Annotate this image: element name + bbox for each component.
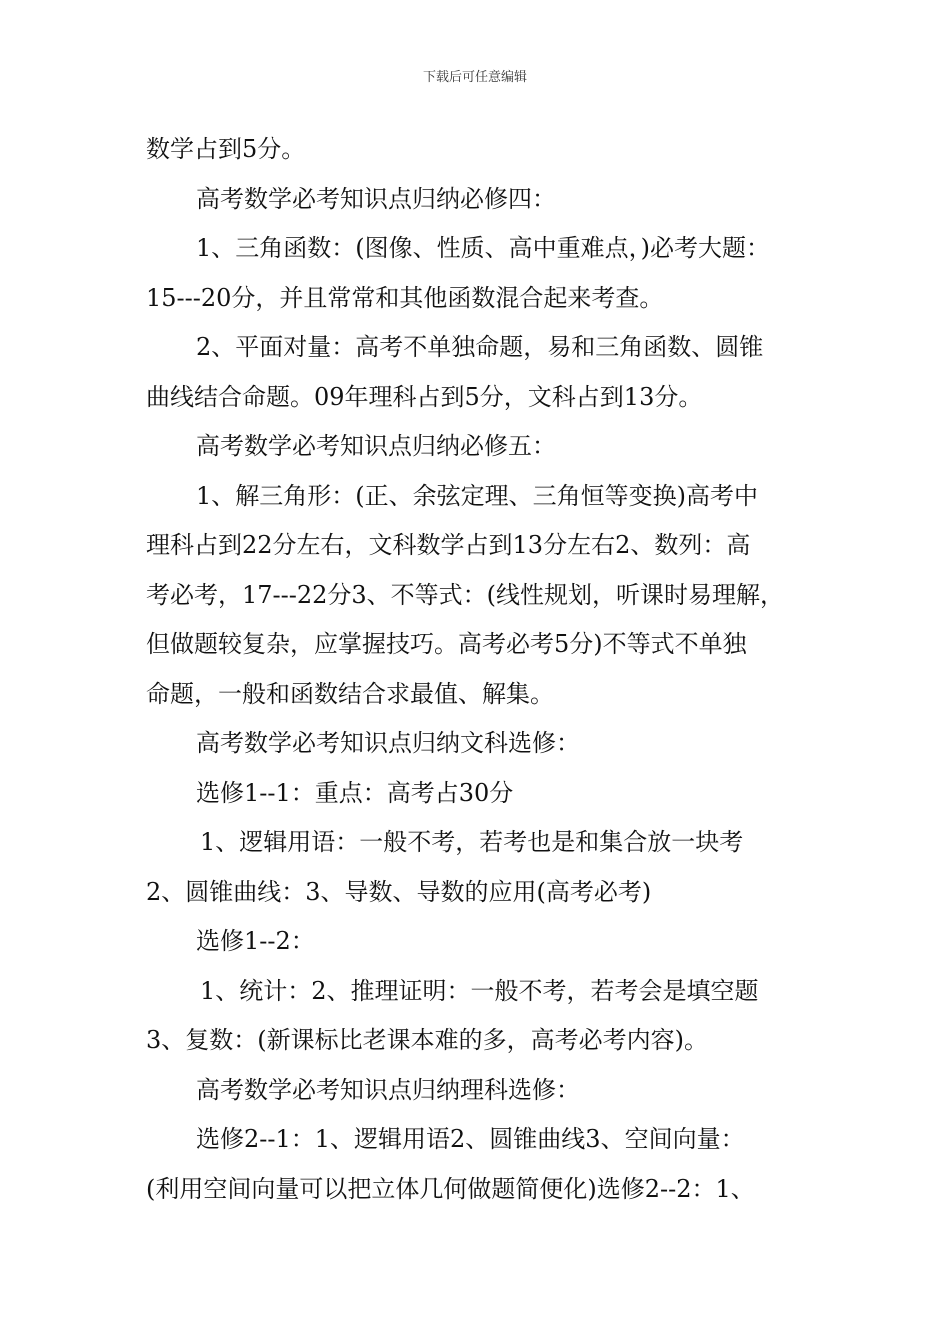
text-line: 考必考，17---22分3、不等式：(线性规划，听课时易理解，: [146, 580, 785, 609]
text-line: 选修1--1：重点：高考占30分: [196, 778, 514, 807]
text-line: 15---20分，并且常常和其他函数混合起来考查。: [146, 283, 664, 312]
text-line: 选修1--2：: [196, 927, 315, 955]
text-line: 高考数学必考知识点归纳必修五：: [196, 432, 556, 460]
text-line: 高考数学必考知识点归纳必修四：: [196, 184, 556, 213]
text-line: (利用空间向量可以把立体几何做题简便化)选修2--2：1、: [146, 1174, 755, 1203]
text-line: 2、圆锥曲线：3、导数、导数的应用(高考必考): [146, 877, 652, 906]
text-line: 理科占到22分左右，文科数学占到13分左右2、数列：高: [146, 531, 751, 559]
text-line: 1、三角函数：(图像、性质、高中重难点，)必考大题：: [196, 234, 770, 262]
text-line: 高考数学必考知识点归纳理科选修：: [196, 1075, 580, 1104]
text-line: 曲线结合命题。09年理科占到5分，文科占到13分。: [146, 382, 703, 411]
document-body: [146, 125, 811, 1214]
text-line: 1、逻辑用语：一般不考，若考也是和集合放一块考: [200, 828, 744, 856]
text-line: 2、平面对量：高考不单独命题，易和三角函数、圆锥: [196, 333, 764, 361]
text-line: 命题，一般和函数结合求最值、解集。: [146, 679, 554, 708]
text-line: 但做题较复杂，应掌握技巧。高考必考5分)不等式不单独: [146, 630, 747, 658]
text-line: 3、复数：(新课标比老课本难的多，高考必考内容)。: [146, 1026, 708, 1054]
page-header: 下载后可任意编辑: [422, 70, 527, 85]
text-line: 选修2--1：1、逻辑用语2、圆锥曲线3、空间向量：: [196, 1125, 745, 1153]
text-line: 1、统计：2、推理证明：一般不考，若考会是填空题: [200, 976, 759, 1005]
text-line: 1、解三角形：(正、余弦定理、三角恒等变换)高考中: [196, 481, 758, 510]
text-line: 高考数学必考知识点归纳文科选修：: [196, 729, 580, 757]
text-line: 数学占到5分。: [146, 135, 306, 163]
